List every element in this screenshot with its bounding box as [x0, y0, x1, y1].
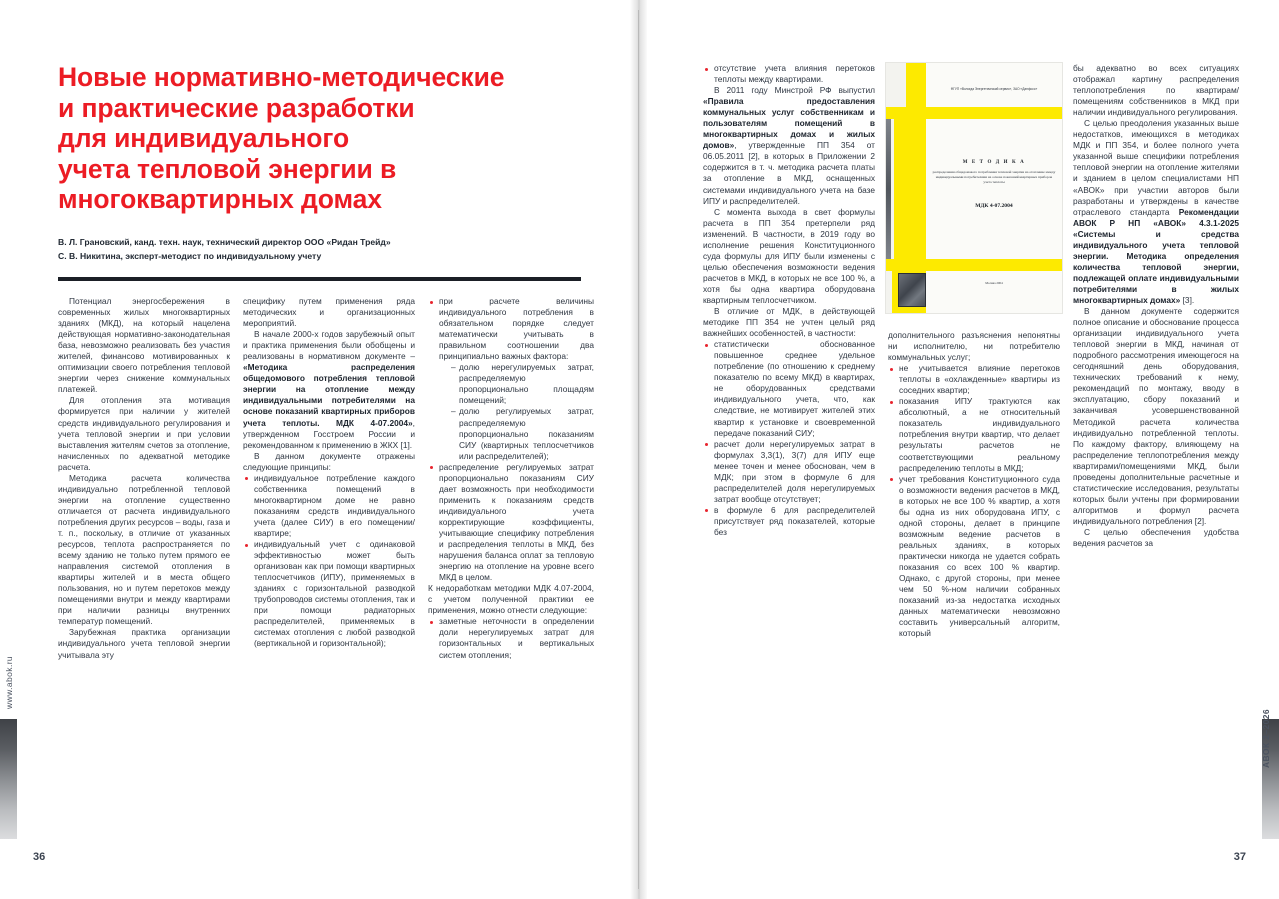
text-run: [3]. [1180, 294, 1195, 305]
cover-band-bottom [886, 259, 1062, 271]
website-slug: www.abok.ru [4, 655, 14, 709]
text-column-right-3 [1073, 63, 1239, 549]
cover-notch-bottom [886, 271, 892, 313]
bullet-list [888, 363, 1060, 639]
gutter-rule [638, 10, 639, 889]
list-item: учет требования Конституционного суда о возможности ведения расчетов в МКД, в которых не все 100 % квартир, а хотя бы одна из них оборудована ИПУ, с одной стороны, делает в принципе возможным ведение расчетов в реальных зданиях, в которых практически никогда не удается собрать показания со всех 100 % квартир. Однако, с другой стороны, при менее чем 50 %-ном наличии собранных показаний из-за недостатка исходных данных математически невозможно составить универсальный алгоритм, который [888, 474, 1060, 640]
text-column-right-1 [703, 63, 875, 538]
paragraph: Потенциал энергосбережения в современных жилых многоквартирных зданиях (МКД), на который нацелена действующая нормативно-законодательная база, невозможно реализовать без участия жителей, финансово мотивированных к оптимизации своего потребления тепловой энергии через снижение коммунальных платежей. [58, 296, 230, 395]
list-item: – долю регулируемых затрат, распределяемую пропорционально показаниям СИУ (квартирных теплосчетчиков или распределителей); [451, 406, 594, 461]
paragraph-continuation: дополнительного разъяснения непонятны ни исполнителю, ни потребителю коммунальных услуг; [888, 330, 1060, 363]
paragraph [243, 329, 415, 451]
list-item: отсутствие учета влияния перетоков теплоты между квартирами. [703, 63, 875, 85]
cover-band-top [886, 107, 1062, 119]
author-1: В. Л. Грановский, канд. техн. наук, технический директор ООО «Ридан Трейд» [58, 237, 391, 247]
folio-left: 36 [33, 851, 46, 863]
bold-run: Рекомендации АВОК Р НП «АВОК» 4.3.1-2025 «Системы и средства индивидуального учета тепловой энергии. Методика определения количества тепловой энергии, подлежащей оплате индивидуальными потребителями в жилых многоквартирных домах» [1073, 206, 1239, 305]
paragraph: В отличие от МДК, в действующей методике ПП 354 не учтен целый ряд важнейших особенностей, в частности: [703, 306, 875, 339]
title-line-4: учета тепловой энергии в [58, 153, 397, 184]
cover-spine [886, 119, 891, 259]
paragraph [703, 85, 875, 207]
list-item-text: при расчете величины индивидуального потребления в обязательном порядке следует математически учитывать в правильном соотношении два принципиально важных фактора: [439, 296, 594, 362]
paragraph-continuation: специфику путем применения ряда методических и организационных мероприятий. [243, 296, 415, 329]
text-run: В начале 2000-х годов зарубежный опыт и практика применения были обобщены и реализованы в нормативном документе – [243, 329, 415, 362]
list-item: индивидуальное потребление каждого собственника помещений в многоквартирном доме не равно показаниям средств индивидуального учета (далее СИУ) в его помещении/квартире; [243, 473, 415, 539]
list-item: индивидуальный учет с одинаковой эффективностью может быть организован как при помощи квартирных теплосчетчиков (ИПУ), применяемых в зданиях с горизонтальной разводкой трубопроводов системы отопления, так и при помощи радиаторных распределителей, применяемых в системах отопления с любой разводкой (вертикальной и горизонтальной); [243, 539, 415, 649]
book-cover-figure [886, 63, 1062, 313]
paragraph: С момента выхода в свет формулы расчета в ПП 354 претерпели ряд изменений. В частности, в 2019 году во исполнение решения Конституционного суда формулы для ИПУ были изменены с целью обеспечения возможности ведения расчетов в МКД, в которых не все 100 %, а хотя бы одна квартира оборудована квартирным теплосчетчиком. [703, 206, 875, 305]
text-column-left-3 [428, 296, 594, 661]
article-title [58, 62, 610, 215]
cover-subtitle: распределения общедомового потребления тепловой энергии на отопление между индивидуальными потребителями на основе показаний квартирных приборов учета теплоты [932, 170, 1056, 185]
cover-document-code: МДК 4-07.2004 [975, 203, 1013, 209]
title-line-2: и практические разработки [58, 92, 415, 123]
author-2: С. В. Никитина, эксперт-методист по индивидуальному учету [58, 250, 322, 261]
paragraph: Методика расчета количества индивидуально потребленной тепловой энергии на отопление существенно отличается от расчета индивидуального потребления других ресурсов – воды, газа и т. п., поскольку, в отличие от указанных ресурсов, теплота распространяется по всему зданию не только путем прямого ее направления системой отопления в квартиры жителей и в места общего пользования, но и путем перетоков между помещениями внутри и между квартирами при наличии разницы внутренних температур помещений. [58, 472, 230, 627]
bold-run: «Правила предоставления коммунальных услуг собственникам и пользователям помещений в многоквартирных домах и жилых домов» [703, 96, 875, 151]
list-item: в формуле 6 для распределителей присутствует ряд показателей, которые без [703, 505, 875, 538]
cover-main-panel [926, 63, 1062, 313]
cover-doc-type: М Е Т О Д И К А [962, 160, 1026, 165]
paragraph: Зарубежная практика организации индивидуального учета тепловой энергии учитывала эту [58, 627, 230, 660]
paragraph: Для отопления эта мотивация формируется при наличии у жителей средств индивидуального регулирования и учета тепловой энергии и при условии выставления жителям счетов за отопление, начисленных по адекватной методике расчета. [58, 395, 230, 472]
cover-imprint: Москва 2004 [985, 281, 1003, 285]
cover-notch-top [886, 63, 906, 107]
list-item: показания ИПУ трактуются как абсолютный, а не относительный показатель индивидуального потребления внутри квартир, что делает результаты расчетов не соответствующими реальному распределению теплоты в МКД; [888, 396, 1060, 473]
list-item: расчет доли нерегулируемых затрат в формулах 3,3(1), 3(7) для ИПУ еще менее точен и менее обоснован, чем в МДК; при этом в формуле 6 для распределителей доля нерегулируемых затрат вообще отсутствует; [703, 439, 875, 505]
title-line-3: для индивидуального [58, 123, 350, 154]
bullet-list [428, 296, 594, 583]
list-item: заметные неточности в определении доли нерегулируемых затрат для горизонтальных и вертикальных систем отопления; [428, 616, 594, 660]
bullet-list [703, 339, 875, 538]
paragraph-continuation: бы адекватно во всех ситуациях отображал картину распределения теплопотребления по квартирам/помещениям собственников в МКД при наличии индивидуального регулирования. [1073, 63, 1239, 118]
bold-run: «Методика распределения общедомового потребления тепловой энергии на отопление между индивидуальными потребителями на основе показаний квартирных приборов учета теплоты. МДК 4-07.2004» [243, 362, 415, 428]
paragraph: В данном документе содержится полное описание и обоснование процесса организации индивидуального учета тепловой энергии в МКД, начиная от подробного рассмотрения имеющегося на сегодняшний день оборудования, технических требований к нему, рекомендаций по монтажу, вводу в эксплуатацию, сбору показаний и заканчивая усовершенствованной Методикой расчета количества индивидуально потребленной теплоты. По каждому фактору, влияющему на распределение теплопотребления между квартирами/помещениями МКД, были проведены дополнительные расчетные и статистические исследования, результаты которых были учтены при формировании алгоритмов и формул расчета индивидуального потребления [2]. [1073, 306, 1239, 526]
page-gutter [630, 0, 648, 899]
paragraph [1073, 118, 1239, 306]
list-item: не учитывается влияние перетоков теплоты в «охлажденные» квартиры из соседних квартир; [888, 363, 1060, 396]
folio-right: 37 [1233, 851, 1246, 863]
author-byline [58, 236, 610, 264]
cover-publisher: ФГУП «Вологда Энергетический сервис», ЗАО «Данфосс» [950, 87, 1038, 91]
text-column-right-2 [888, 330, 1060, 639]
paragraph: В данном документе отражены следующие принципы: [243, 450, 415, 472]
dash-sublist [451, 362, 594, 461]
text-column-left-2 [243, 296, 415, 650]
cover-thumbnail-image [898, 273, 926, 307]
bleed-bar-left [0, 719, 17, 839]
issue-slug: АВОК 2–2026 [1261, 709, 1271, 768]
title-line-5: многоквартирных домах [58, 184, 382, 215]
list-item: – долю нерегулируемых затрат, распределяемую пропорционально площадям помещений; [451, 362, 594, 406]
list-item: статистически обоснованное повышенное среднее удельное потребление (по отношению к среднему показателю по всему МКД) в квартирах, не оборудованных средствами индивидуального учета, что, как следствие, не мотивирует жителей этих квартир к установке и своевременной передаче показаний СИУ; [703, 339, 875, 438]
list-item: распределение регулируемых затрат пропорционально показаниям СИУ дает возможность при необходимости применить к показаниям средств индивидуального учета корректирующие коэффициенты, учитывающие специфику потребления и распределения теплоты в МКД, без нарушения баланса оплат за тепловую энергию на отопление на уровне всего МКД в целом. [428, 462, 594, 584]
bullet-list [243, 473, 415, 650]
text-run: , утвержденном Госстроем России и рекомендованном к применению в ЖКХ [1]. [243, 417, 415, 450]
text-column-left-1 [58, 296, 230, 661]
title-rule [58, 277, 581, 281]
list-item [428, 296, 594, 462]
paragraph: К недоработкам методики МДК 4.07-2004, с учетом полученной практики ее применения, можно отнести следующие: [428, 583, 594, 616]
bullet-list [703, 63, 875, 85]
text-run: , утвержденные ПП 354 от 06.05.2011 [2], в которых в Приложении 2 содержится в т. ч. методика расчета платы за отопление в МКД, оснащенных системами индивидуального учета на базе ИПУ и распределителей. [703, 140, 875, 206]
paragraph: С целью обеспечения удобства ведения расчетов за [1073, 526, 1239, 549]
text-run: В 2011 году Минстрой РФ выпустил [714, 85, 875, 96]
bullet-list [428, 616, 594, 660]
text-run: С целью преодоления указанных выше недостатков, имеющихся в методиках МДК и ПП 354, и более полного учета указанной выше специфики потребления тепловой энергии на отопление жителями и зданием в целом специалистами НП «АВОК» при участии авторов были разработаны и утверждены в качестве отраслевого стандарта [1073, 118, 1239, 217]
title-line-1: Новые нормативно-методические [58, 62, 505, 92]
